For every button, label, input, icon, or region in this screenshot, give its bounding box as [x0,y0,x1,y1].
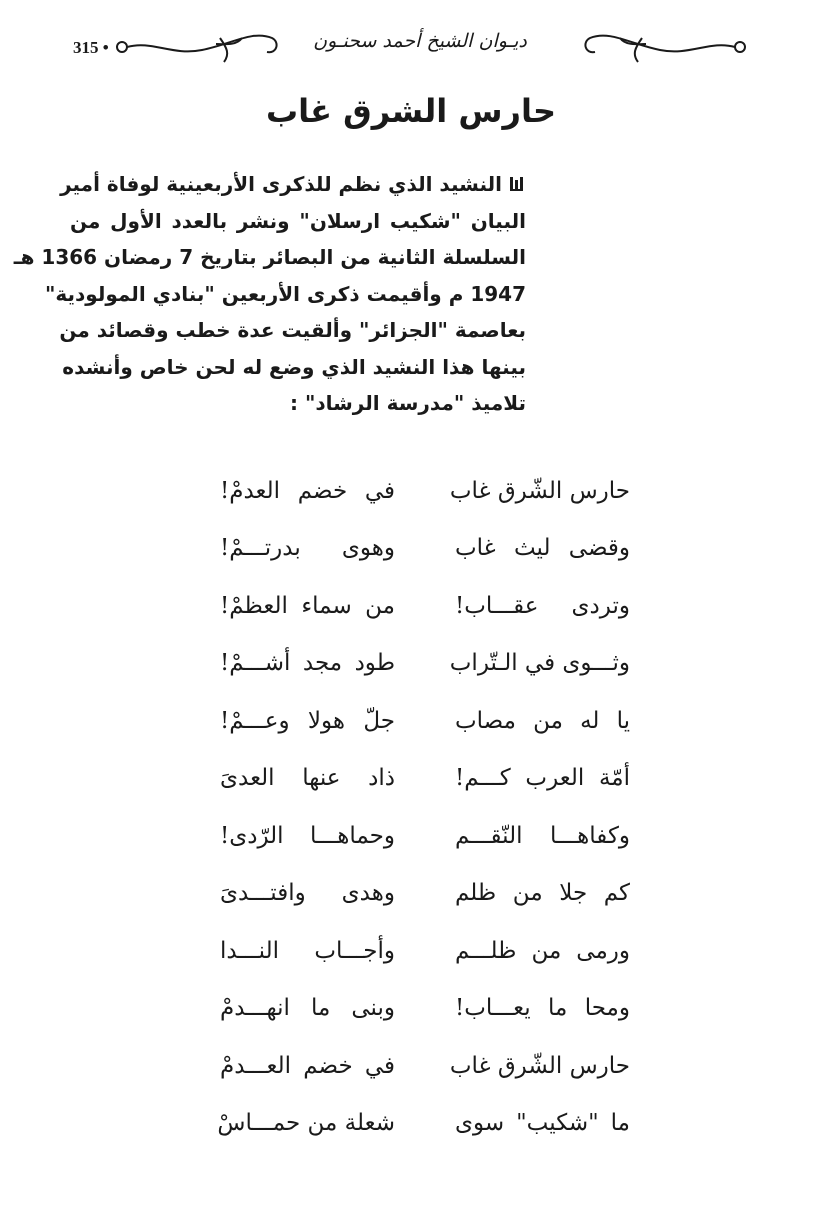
verse [200,865,630,923]
intro-line: بينها هذا النشيد الذي وضع له لحن خاص وأنشده [62,354,526,379]
first-hemistich: ورمى من ظلـــم [455,937,630,964]
second-hemistich: وهدى وافتـــدىَ [220,880,395,907]
second-hemistich: وحماهـــا الرّدى! [220,822,395,849]
right-flourish-ornament [575,26,750,66]
first-hemistich: ما "شكيب" سوى [455,1110,630,1137]
first-hemistich: وتردى عقـــاب! [455,592,630,619]
second-hemistich: ذاد عنها العدىَ [220,765,395,792]
first-hemistich: أمّة العرب كـــم! [455,765,630,792]
second-hemistich: جلّ هولا وعـــمْ! [220,707,395,734]
verse [200,1037,630,1095]
left-flourish-ornament [112,26,287,66]
page-header [60,18,760,78]
first-hemistich: وقضى ليث غاب [455,535,630,562]
verse [200,692,630,750]
second-hemistich: في خضم العدمْ! [220,477,395,504]
second-hemistich: من سماء العظمْ! [220,592,395,619]
first-hemistich: وثـــوى في الـتّراب [449,650,630,677]
verse [200,807,630,865]
running-head: ديـوان الشيخ أحمد سحنـون [313,30,527,52]
verse [200,520,630,578]
first-hemistich: ومحا ما يعـــاب! [455,995,630,1022]
second-hemistich: وهوى بدرتـــمْ! [220,535,395,562]
intro-line: بعاصمة "الجزائر" وألقيت عدة خطب وقصائد من [59,318,526,342]
second-hemistich: وأجـــاب النـــدا [220,937,395,964]
intro-line: البيان "شكيب ارسلان" ونشر بالعدد الأول من [70,208,526,233]
intro-line: النشيد الذي نظم للذكرى الأربعينية لوفاة أمير [70,166,526,203]
intro-line: 1947 م وأقيمت ذكرى الأربعين "بنادي المولودية" [44,281,526,306]
verse [200,462,630,520]
verse [200,980,630,1038]
verse [200,1095,630,1153]
second-hemistich: طود مجد أشـــمْ! [220,650,395,677]
first-hemistich: وكفاهـــا النّقـــم [455,822,630,849]
poem-body [200,462,630,1152]
first-hemistich: يا له من مصاب [455,707,630,734]
second-hemistich: وبنى ما انهـــدمْ [220,995,395,1022]
verse [200,922,630,980]
second-hemistich: في خضم العـــدمْ [220,1052,395,1079]
verse [200,577,630,635]
verse [200,750,630,808]
first-hemistich: كم جلا من ظلم [455,880,630,907]
second-hemistich: شعلة من حمـــاسْ [217,1110,395,1137]
poem-title: حارس الشرق غاب [265,92,557,130]
first-hemistich: حارس الشّرق غاب [449,1052,630,1079]
intro-line: السلسلة الثانية من البصائر بتاريخ 7 رمضان 1366 هـ [13,245,526,269]
first-hemistich: حارس الشّرق غاب [449,477,630,504]
verse [200,635,630,693]
leaf-bullet-icon [508,175,526,193]
intro-paragraph [13,166,526,422]
page-number: 315 • [73,38,109,57]
intro-line: تلاميذ "مدرسة الرشاد" : [289,391,526,415]
